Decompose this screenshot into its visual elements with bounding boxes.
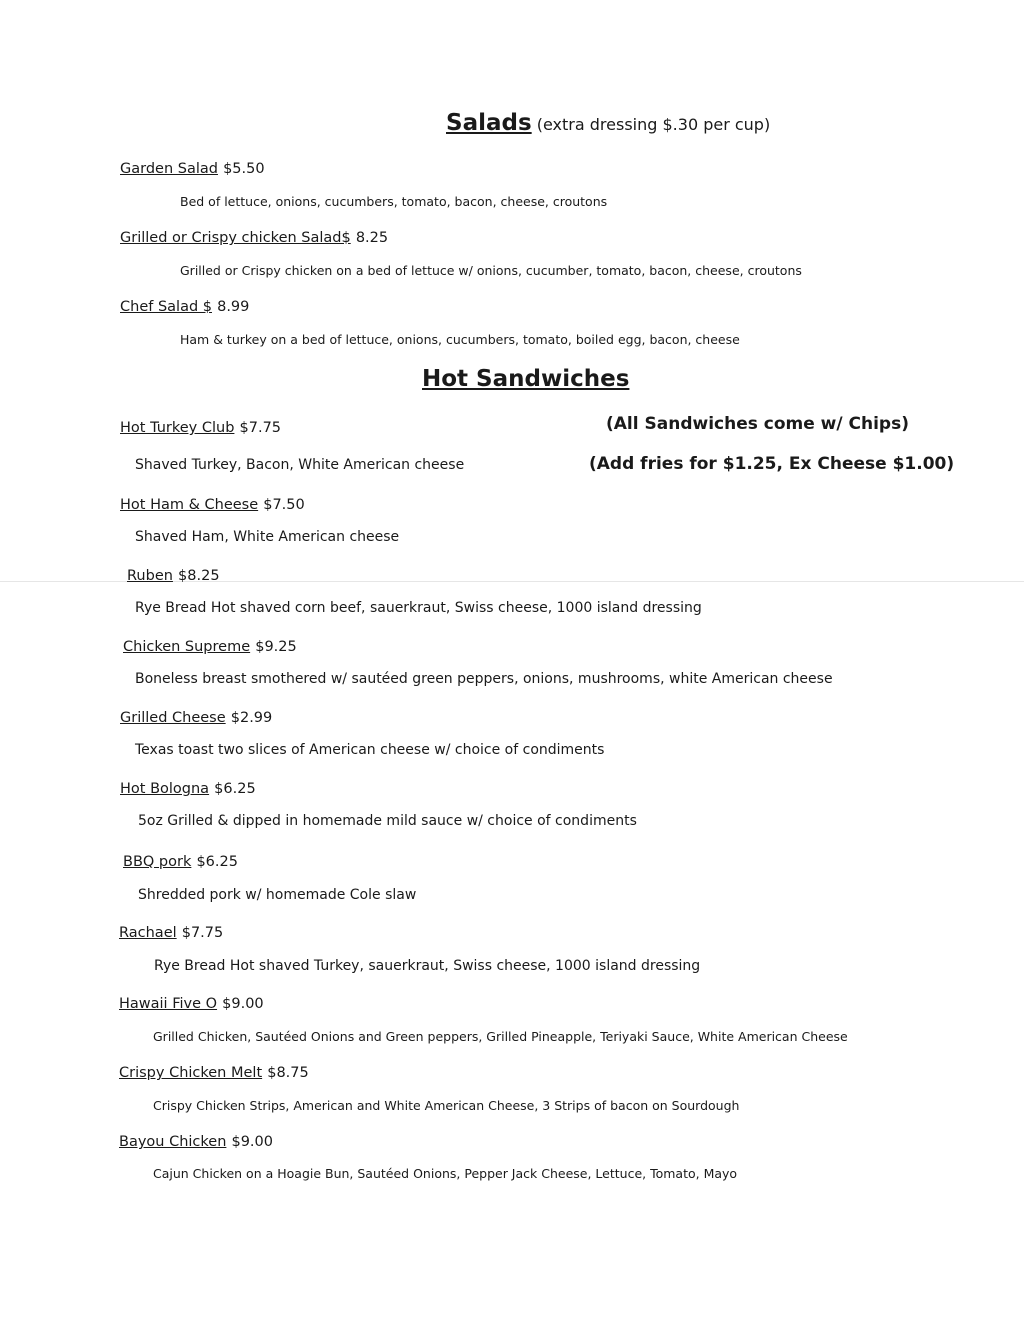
item-description: Grilled Chicken, Sautéed Onions and Green peppers, Grilled Pineapple, Teriyaki Sauce, White American Cheese xyxy=(153,1029,848,1044)
menu-item-chef-salad xyxy=(120,296,249,315)
item-name: BBQ pork xyxy=(123,854,192,870)
menu-item-crispy-chicken-melt xyxy=(119,1062,309,1081)
item-name: Rachael xyxy=(119,925,177,941)
menu-item-chicken-salad xyxy=(120,227,388,246)
item-description: Crispy Chicken Strips, American and White American Cheese, 3 Strips of bacon on Sourdough xyxy=(153,1098,740,1113)
item-price: $5.50 xyxy=(223,161,265,177)
item-name: Ruben xyxy=(127,568,173,584)
hot-sandwiches-title: Hot Sandwiches xyxy=(422,366,630,392)
item-description: Rye Bread Hot shaved Turkey, sauerkraut, Swiss cheese, 1000 island dressing xyxy=(154,958,701,974)
item-description: Texas toast two slices of American cheese w/ choice of condiments xyxy=(135,742,605,758)
item-price: $9.25 xyxy=(255,639,297,655)
item-description: Rye Bread Hot shaved corn beef, sauerkraut, Swiss cheese, 1000 island dressing xyxy=(135,600,702,616)
item-description: Cajun Chicken on a Hoagie Bun, Sautéed Onions, Pepper Jack Cheese, Lettuce, Tomato, Mayo xyxy=(153,1166,738,1181)
menu-item-bayou-chicken xyxy=(119,1131,273,1150)
item-name: Chicken Supreme xyxy=(123,639,251,655)
item-name: Hawaii Five O xyxy=(119,996,218,1012)
item-description: 5oz Grilled & dipped in homemade mild sauce w/ choice of condiments xyxy=(138,813,637,829)
item-name: Hot Ham & Cheese xyxy=(120,497,259,513)
item-name: Bayou Chicken xyxy=(119,1134,227,1150)
menu-item-hot-turkey-club xyxy=(120,417,281,436)
item-price: $9.00 xyxy=(231,1134,273,1150)
item-price: $8.25 xyxy=(178,568,220,584)
menu-item-ruben xyxy=(127,565,220,584)
menu-item-hot-bologna xyxy=(120,778,256,797)
item-name: Grilled Cheese xyxy=(120,710,226,726)
item-price: $7.50 xyxy=(263,497,305,513)
menu-item-grilled-cheese xyxy=(120,707,272,726)
item-name: Grilled or Crispy chicken Salad$ xyxy=(120,230,351,246)
item-name: Crispy Chicken Melt xyxy=(119,1065,263,1081)
item-price: $8.75 xyxy=(267,1065,309,1081)
menu-item-hot-ham-cheese xyxy=(120,494,305,513)
item-description: Boneless breast smothered w/ sautéed green peppers, onions, mushrooms, white American cheese xyxy=(135,671,833,687)
item-price: $2.99 xyxy=(230,710,273,726)
item-price: 8.25 xyxy=(355,230,389,246)
menu-item-bbq-pork xyxy=(123,851,238,870)
item-description: Shaved Turkey, Bacon, White American cheese xyxy=(135,457,465,473)
item-price: $6.25 xyxy=(196,854,238,870)
item-description: Shaved Ham, White American cheese xyxy=(135,529,400,545)
item-price: $6.25 xyxy=(214,781,256,797)
item-name: Garden Salad xyxy=(120,161,218,177)
menu-item-chicken-supreme xyxy=(123,636,297,655)
item-description: Grilled or Crispy chicken on a bed of lettuce w/ onions, cucumber, tomato, bacon, cheese, croutons xyxy=(180,263,802,278)
item-description: Shredded pork w/ homemade Cole slaw xyxy=(138,887,417,903)
sandwich-note-addons: (Add fries for $1.25, Ex Cheese $1.00) xyxy=(589,454,955,474)
salads-subtitle: (extra dressing $.30 per cup) xyxy=(536,115,771,134)
item-price: $7.75 xyxy=(181,925,224,941)
item-name: Hot Turkey Club xyxy=(120,420,235,436)
item-description: Ham & turkey on a bed of lettuce, onions, cucumbers, tomato, boiled egg, bacon, cheese xyxy=(180,332,740,347)
item-name: Chef Salad $ xyxy=(120,299,212,315)
item-description: Bed of lettuce, onions, cucumbers, tomato, bacon, cheese, croutons xyxy=(180,194,608,209)
item-name: Hot Bologna xyxy=(120,781,210,797)
salads-heading xyxy=(446,110,770,136)
item-price: 8.99 xyxy=(217,299,250,315)
salads-title: Salads xyxy=(446,110,532,136)
menu-item-rachael xyxy=(119,922,223,941)
sandwich-note-chips: (All Sandwiches come w/ Chips) xyxy=(606,414,909,434)
menu-item-garden-salad xyxy=(120,158,265,177)
item-price: $9.00 xyxy=(222,996,264,1012)
menu-item-hawaii-five-o xyxy=(119,993,264,1012)
item-price: $7.75 xyxy=(239,420,282,436)
